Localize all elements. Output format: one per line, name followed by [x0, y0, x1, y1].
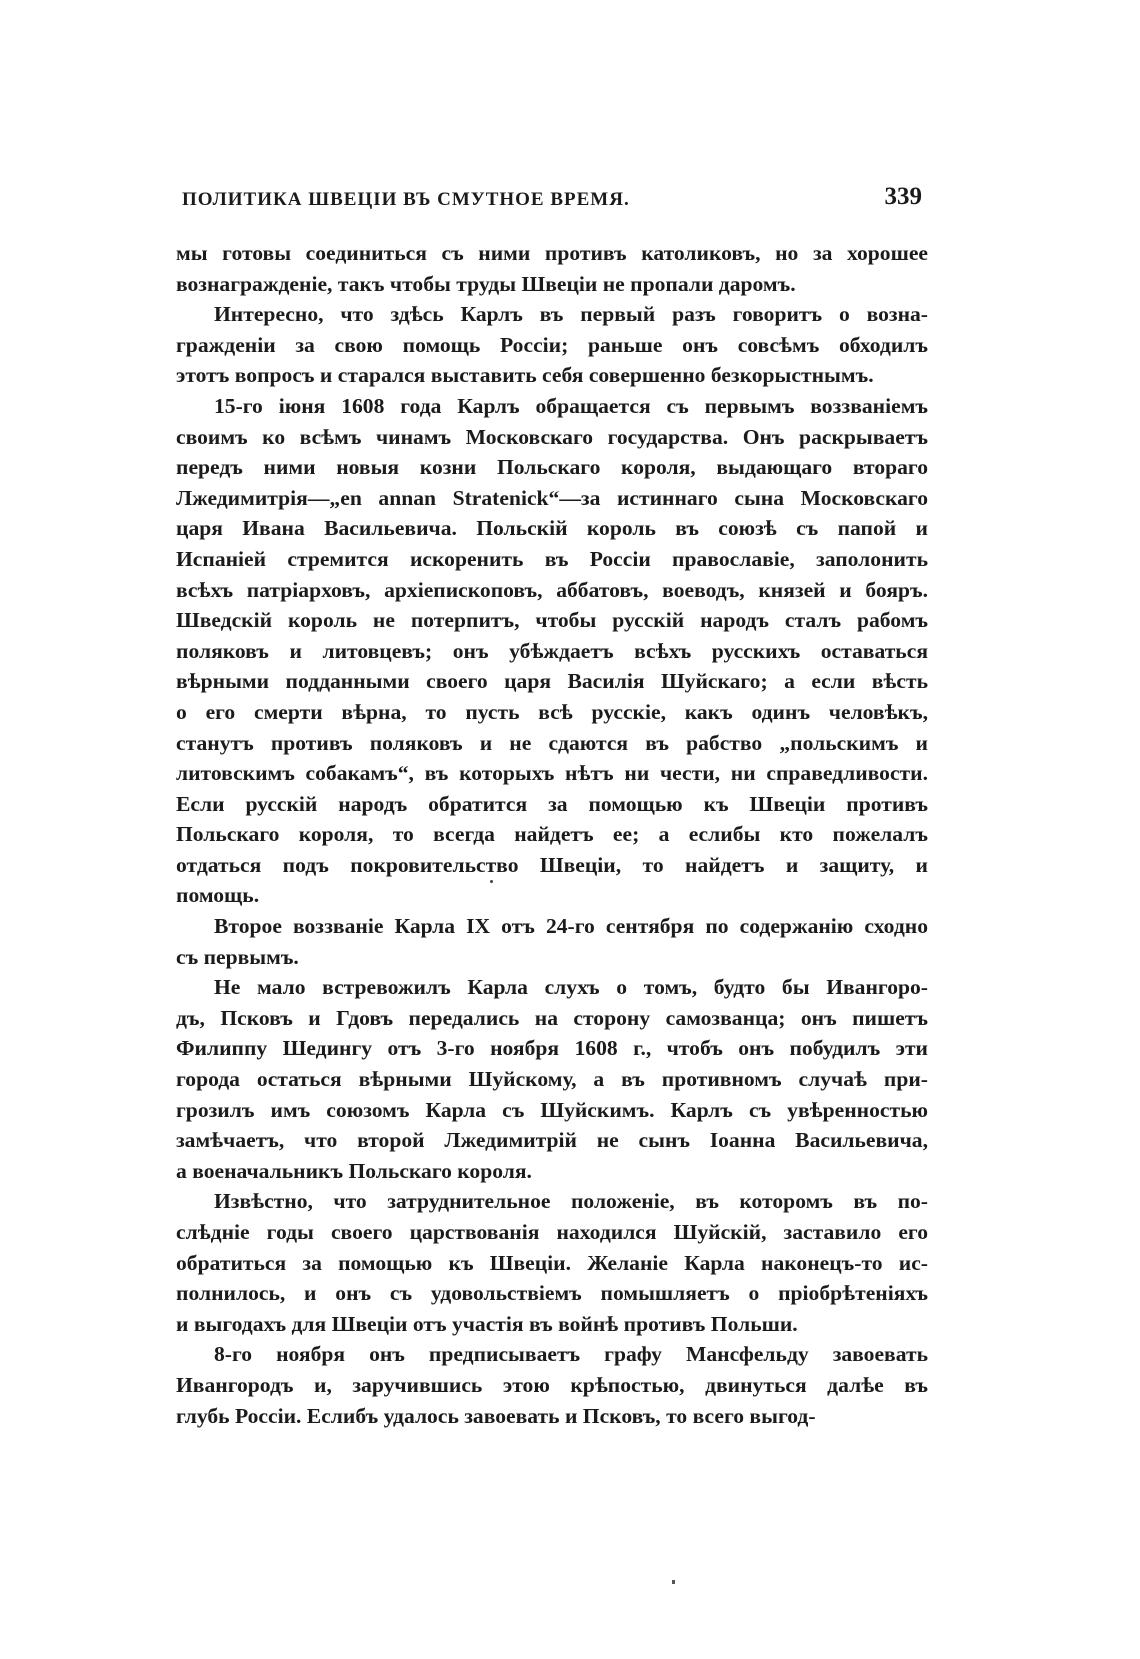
paragraph — [176, 299, 928, 391]
text-line: этотъ вопросъ и старался выставить себя совершенно безкорыстнымъ. — [176, 363, 874, 388]
ink-speck — [672, 1580, 675, 1584]
paragraph — [176, 1186, 928, 1339]
text-line: глубь Россіи. Еслибъ удалось завоевать и Псковъ, то всего выгод- — [176, 1403, 816, 1428]
text-line: вознагражденіе, такъ чтобы труды Швеціи не пропали даромъ. — [176, 271, 796, 296]
text-line: 8-го ноября онъ предписываетъ графу Мансфельду завоевать — [214, 1342, 928, 1367]
text-line: передъ ними новыя козни Польскаго короля, выдающаго втораго — [176, 455, 928, 480]
text-line: слѣдніе годы своего царствованія находился Шуйскій, заставило его — [176, 1220, 928, 1244]
text-line: Филиппу Шедингу отъ 3-го ноября 1608 г., чтобъ онъ побудилъ эти — [176, 1036, 928, 1061]
text-line: всѣхъ патріарховъ, архіепископовъ, аббатовъ, воеводъ, князей и бояръ. — [176, 577, 928, 602]
text-line: Польскаго короля, то всегда найдетъ ее; а еслибы кто пожелалъ — [176, 822, 928, 847]
text-line: Шведскій король не потерпитъ, чтобы русскій народъ сталъ рабомъ — [176, 608, 928, 633]
text-line: Испаніей стремится искоренить въ Россіи православіе, заполонить — [176, 546, 928, 571]
text-line: обратиться за помощью къ Швеціи. Желаніе Карла наконецъ-то ис- — [176, 1250, 928, 1275]
page-header — [182, 183, 922, 219]
text-line: отдаться подъ покровительство Швеціи, то найдетъ и защиту, и — [176, 852, 928, 877]
text-line: 15-го іюня 1608 года Карлъ обращается съ первымъ воззваніемъ — [214, 393, 928, 418]
text-line: поляковъ и литовцевъ; онъ убѣждаетъ всѣхъ русскихъ оставаться — [176, 638, 928, 663]
paragraph — [176, 911, 928, 972]
text-line: и выгодахъ для Швеціи отъ участія въ войнѣ противъ Польши. — [176, 1311, 798, 1336]
page-number: 339 — [884, 183, 922, 210]
text-line: литовскимъ собакамъ“, въ которыхъ нѣтъ ни чести, ни справедливости. — [176, 761, 928, 786]
text-line: станутъ противъ поляковъ и не сдаются въ рабство „польскимъ и — [176, 730, 928, 755]
text-line: помощь. — [176, 883, 260, 908]
text-line: вѣрными подданными своего царя Василія Шуйскаго; а если вѣсть — [176, 669, 928, 694]
running-head: ПОЛИТИКА ШВЕЦІИ ВЪ СМУТНОЕ ВРЕМЯ. — [182, 189, 630, 210]
text-line: мы готовы соединиться съ ними противъ католиковъ, но за хорошее — [176, 241, 928, 265]
text-line: Лжедимитрія—„en annan Stratenick“—за истиннаго сына Московскаго — [176, 485, 928, 510]
paragraph — [176, 1339, 928, 1431]
body-text — [176, 238, 928, 1431]
text-line: Если русскій народъ обратится за помощью къ Швеціи противъ — [176, 791, 928, 816]
text-line: грозилъ имъ союзомъ Карла съ Шуйскимъ. Карлъ съ увѣренностью — [176, 1097, 928, 1122]
text-line: своимъ ко всѣмъ чинамъ Московскаго государства. Онъ раскрываетъ — [176, 424, 928, 449]
ink-speck — [490, 880, 493, 883]
text-line: города остаться вѣрными Шуйскому, а въ противномъ случаѣ при- — [176, 1067, 928, 1092]
paragraph — [176, 972, 928, 1186]
text-line: а военачальникъ Польскаго короля. — [176, 1158, 532, 1183]
paragraph — [176, 391, 928, 911]
text-line: дъ, Псковъ и Гдовъ передались на сторону самозванца; онъ пишетъ — [176, 1005, 928, 1030]
text-line: съ первымъ. — [176, 944, 299, 969]
text-line: гражденіи за свою помощь Россіи; раньше онъ совсѣмъ обходилъ — [176, 332, 928, 357]
text-line: Второе воззваніе Карла IX отъ 24-го сентября по содержанію сходно — [214, 914, 928, 939]
text-line: полнилось, и онъ съ удовольствіемъ помышляетъ о пріобрѣтеніяхъ — [176, 1281, 928, 1306]
text-line: Интересно, что здѣсь Карлъ въ первый разъ говоритъ о возна- — [214, 302, 928, 327]
text-line: Ивангородъ и, заручившись этою крѣпостью, двинуться далѣе въ — [176, 1372, 928, 1397]
text-line: царя Ивана Васильевича. Польскій король въ союзѣ съ папой и — [176, 516, 928, 541]
text-line: о его смерти вѣрна, то пусть всѣ русскіе, какъ одинъ человѣкъ, — [176, 699, 928, 724]
text-line: Извѣстно, что затруднительное положеніе, въ которомъ въ по- — [214, 1189, 928, 1214]
paragraph — [176, 238, 928, 299]
text-line: замѣчаетъ, что второй Лжедимитрій не сынъ Іоанна Васильевича, — [176, 1128, 928, 1153]
text-line: Не мало встревожилъ Карла слухъ о томъ, будто бы Ивангоро- — [214, 975, 928, 1000]
